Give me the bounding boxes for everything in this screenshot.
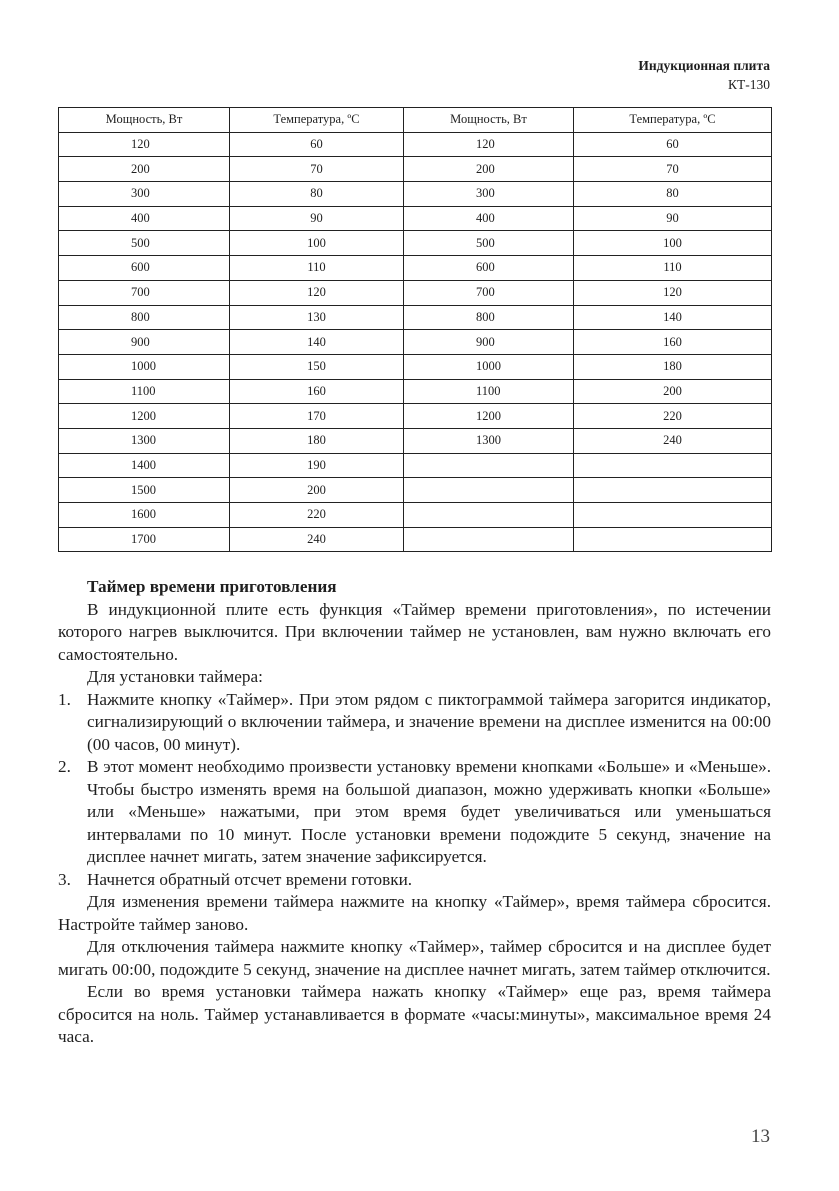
table-cell: 1200: [59, 404, 230, 429]
header-model: КТ-130: [728, 77, 770, 92]
table-cell: 80: [230, 182, 404, 207]
table-row: [59, 330, 772, 355]
table-cell: 110: [230, 256, 404, 281]
column-header: Мощность, Вт: [59, 108, 230, 133]
running-header: [638, 56, 770, 94]
table-cell: 90: [574, 206, 772, 231]
table-cell: 1500: [59, 478, 230, 503]
table-body: [59, 132, 772, 552]
change-paragraph: Для изменения времени таймера нажмите на кнопку «Таймер», время таймера сбросится. Настройте таймер заново.: [58, 892, 771, 934]
table-row: [59, 354, 772, 379]
page-number: 13: [751, 1126, 770, 1147]
table-cell: 70: [230, 157, 404, 182]
table-cell: 1200: [404, 404, 574, 429]
list-item: [58, 689, 771, 757]
table-cell: 160: [230, 379, 404, 404]
table-cell: 120: [230, 280, 404, 305]
table-cell: 1300: [404, 428, 574, 453]
table-cell: 150: [230, 354, 404, 379]
table-cell: 1600: [59, 503, 230, 528]
table-cell: 70: [574, 157, 772, 182]
table-cell: 60: [574, 132, 772, 157]
disable-paragraph: Для отключения таймера нажмите кнопку «Таймер», таймер сбросится и на дисплее будет мигать 00:00, подождите 5 секунд, значение на дисплее начнет мигать, затем таймер отключится.: [58, 937, 771, 979]
intro-paragraph: В индукционной плите есть функция «Таймер времени приготовления», по истечении которого нагрев выключится. При включении таймер не установлен, вам нужно включать его самостоятельно.: [58, 599, 771, 664]
table-cell: 1100: [404, 379, 574, 404]
section-heading: Таймер времени приготовления: [87, 577, 337, 596]
table-cell: 800: [59, 305, 230, 330]
table-cell: 1000: [59, 354, 230, 379]
table-cell: 100: [574, 231, 772, 256]
table-cell: 300: [404, 182, 574, 207]
power-temperature-table: [58, 107, 772, 552]
column-header: Температура, ºС: [230, 108, 404, 133]
table-cell: 600: [59, 256, 230, 281]
table-cell: 90: [230, 206, 404, 231]
table-row: [59, 305, 772, 330]
table-cell: 120: [574, 280, 772, 305]
table-cell: [574, 453, 772, 478]
table-cell: 800: [404, 305, 574, 330]
table-cell: 700: [59, 280, 230, 305]
setup-steps: [58, 689, 771, 892]
step-text: Начнется обратный отсчет времени готовки.: [87, 869, 413, 889]
table-row: [59, 478, 772, 503]
table-cell: 900: [59, 330, 230, 355]
table-cell: 80: [574, 182, 772, 207]
table-cell: 160: [574, 330, 772, 355]
list-item: [58, 756, 771, 869]
table-row: [59, 280, 772, 305]
table-cell: 1700: [59, 527, 230, 552]
table-cell: 60: [230, 132, 404, 157]
table-row: [59, 231, 772, 256]
table-cell: 500: [59, 231, 230, 256]
table-row: [59, 428, 772, 453]
table-cell: [404, 478, 574, 503]
table-row: [59, 182, 772, 207]
column-header: Мощность, Вт: [404, 108, 574, 133]
table-cell: 1300: [59, 428, 230, 453]
table-header-row: [59, 108, 772, 133]
table-row: [59, 379, 772, 404]
table-cell: [574, 527, 772, 552]
table-cell: [574, 478, 772, 503]
table-cell: 140: [574, 305, 772, 330]
table-row: [59, 206, 772, 231]
table-cell: 100: [230, 231, 404, 256]
table-cell: [404, 453, 574, 478]
table-cell: 140: [230, 330, 404, 355]
table-row: [59, 404, 772, 429]
table-cell: 900: [404, 330, 574, 355]
reset-paragraph: Если во время установки таймера нажать кнопку «Таймер» еще раз, время таймера сбросится на ноль. Таймер устанавливается в формате «часы:минуты», максимальное время 24 часа.: [58, 982, 771, 1046]
table-cell: 110: [574, 256, 772, 281]
column-header: Температура, ºС: [574, 108, 772, 133]
list-item: [58, 869, 771, 892]
table-cell: 180: [230, 428, 404, 453]
table-cell: 120: [404, 132, 574, 157]
table-cell: 220: [574, 404, 772, 429]
setup-lead: Для установки таймера:: [87, 667, 263, 686]
step-number: 2.: [58, 757, 71, 776]
step-number: 3.: [58, 869, 71, 889]
step-text: Нажмите кнопку «Таймер». При этом рядом с пиктограммой таймера загорится индикатор, сигнализирующий о включении таймера, и значение времени на дисплее изменится на 00:00 (00 часов, 00 минут).: [87, 689, 771, 754]
table-cell: 200: [230, 478, 404, 503]
table-cell: 1400: [59, 453, 230, 478]
table-cell: 1100: [59, 379, 230, 404]
table-cell: 240: [230, 527, 404, 552]
table-row: [59, 256, 772, 281]
table-row: [59, 503, 772, 528]
table-cell: 130: [230, 305, 404, 330]
table-cell: 220: [230, 503, 404, 528]
table-cell: 200: [574, 379, 772, 404]
table-cell: 300: [59, 182, 230, 207]
table-row: [59, 132, 772, 157]
table-cell: 400: [59, 206, 230, 231]
header-title: Индукционная плита: [638, 58, 770, 73]
table-cell: 200: [59, 157, 230, 182]
table-cell: 700: [404, 280, 574, 305]
table-row: [59, 157, 772, 182]
timer-section: [58, 576, 771, 1049]
table-cell: 190: [230, 453, 404, 478]
table-cell: 170: [230, 404, 404, 429]
step-number: 1.: [58, 689, 71, 709]
table-cell: 120: [59, 132, 230, 157]
table-cell: 400: [404, 206, 574, 231]
table-cell: 200: [404, 157, 574, 182]
table-cell: 600: [404, 256, 574, 281]
step-text: В этот момент необходимо произвести установку времени кнопками «Больше» и «Меньше». Чтобы быстро изменять время на большой диапазон, можно удерживать кнопки «Больше» или «Меньше» нажатыми, при этом время будет увеличиваться или уменьшаться интервалами по 10 минут. После установки времени подождите 5 секунд, значение на дисплее начнет мигать, затем значение зафиксируется.: [87, 757, 771, 866]
table-cell: [574, 503, 772, 528]
table-cell: 240: [574, 428, 772, 453]
table-cell: 180: [574, 354, 772, 379]
table-row: [59, 453, 772, 478]
table-cell: 1000: [404, 354, 574, 379]
table-row: [59, 527, 772, 552]
table-cell: [404, 527, 574, 552]
table-cell: 500: [404, 231, 574, 256]
table-cell: [404, 503, 574, 528]
